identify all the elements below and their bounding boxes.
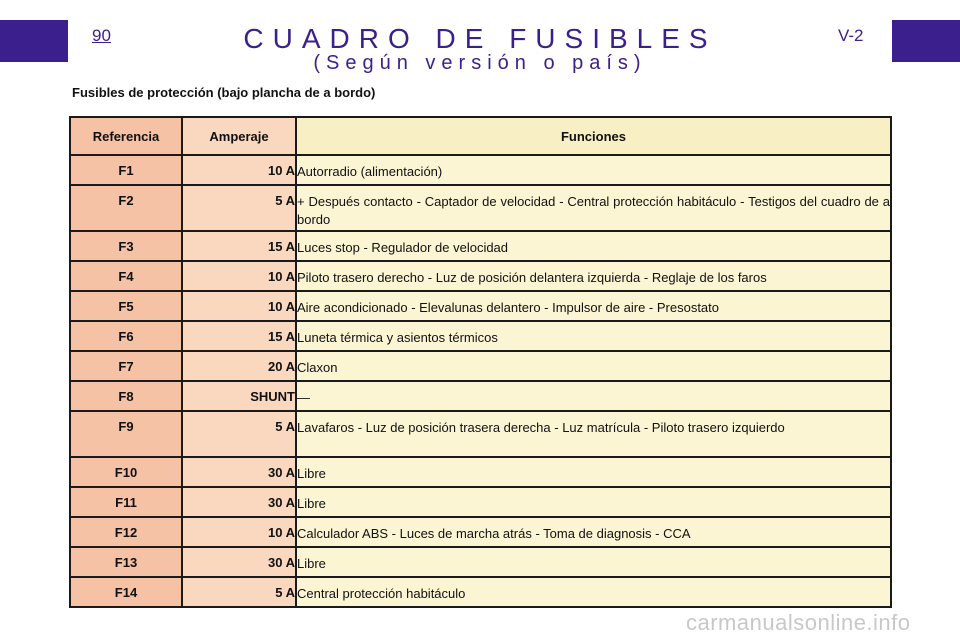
page-title: CUADRO DE FUSIBLES xyxy=(243,23,717,54)
cell-amperage: 15 A xyxy=(182,231,296,261)
table-row xyxy=(70,547,891,577)
cell-amperage: 5 A xyxy=(182,185,296,231)
cell-functions: Central protección habitáculo xyxy=(296,577,891,607)
cell-functions: Calculador ABS - Luces de marcha atrás - Toma de diagnosis - CCA xyxy=(296,517,891,547)
table-row xyxy=(70,351,891,381)
table-row xyxy=(70,381,891,411)
cell-amperage: 15 A xyxy=(182,321,296,351)
cell-amperage: 10 A xyxy=(182,291,296,321)
cell-reference: F10 xyxy=(70,457,182,487)
cell-functions: Luces stop - Regulador de velocidad xyxy=(296,231,891,261)
cell-functions: Claxon xyxy=(296,351,891,381)
table-row xyxy=(70,577,891,607)
table-row xyxy=(70,517,891,547)
cell-amperage: 20 A xyxy=(182,351,296,381)
cell-amperage: 10 A xyxy=(182,155,296,185)
watermark: carmanualsonline.info xyxy=(686,610,911,635)
header-funciones: Funciones xyxy=(296,117,891,155)
header-referencia: Referencia xyxy=(70,117,182,155)
table-row xyxy=(70,457,891,487)
table-row xyxy=(70,261,891,291)
cell-reference: F4 xyxy=(70,261,182,291)
cell-reference: F1 xyxy=(70,155,182,185)
cell-amperage: 30 A xyxy=(182,547,296,577)
cell-functions: Libre xyxy=(296,487,891,517)
page-subtitle: (Según versión o país) xyxy=(313,52,647,74)
cell-amperage: SHUNT xyxy=(182,381,296,411)
table-row xyxy=(70,155,891,185)
cell-reference: F9 xyxy=(70,411,182,457)
cell-amperage: 30 A xyxy=(182,487,296,517)
cell-functions: + Después contacto - Captador de velocidad - Central protección habitáculo - Testigos del cuadro de a bordo xyxy=(296,185,891,231)
table-row xyxy=(70,487,891,517)
cell-functions: Autorradio (alimentación) xyxy=(296,155,891,185)
cell-reference: F2 xyxy=(70,185,182,231)
cell-functions: Piloto trasero derecho - Luz de posición delantera izquierda - Reglaje de los faros xyxy=(296,261,891,291)
cell-functions: — xyxy=(296,381,891,411)
cell-amperage: 5 A xyxy=(182,411,296,457)
table-caption: Fusibles de protección (bajo plancha de a bordo) xyxy=(72,85,376,100)
header-amperaje: Amperaje xyxy=(182,117,296,155)
table-row xyxy=(70,321,891,351)
cell-reference: F8 xyxy=(70,381,182,411)
cell-reference: F11 xyxy=(70,487,182,517)
table-row xyxy=(70,185,891,231)
cell-reference: F7 xyxy=(70,351,182,381)
cell-amperage: 30 A xyxy=(182,457,296,487)
cell-amperage: 10 A xyxy=(182,517,296,547)
section-label: V-2 xyxy=(838,26,864,45)
cell-functions: Lavafaros - Luz de posición trasera derecha - Luz matrícula - Piloto trasero izquierdo xyxy=(296,411,891,457)
table-row xyxy=(70,231,891,261)
fuse-table xyxy=(69,116,892,608)
cell-functions: Libre xyxy=(296,457,891,487)
table-row xyxy=(70,291,891,321)
cell-functions: Aire acondicionado - Elevalunas delantero - Impulsor de aire - Presostato xyxy=(296,291,891,321)
cell-reference: F3 xyxy=(70,231,182,261)
cell-reference: F13 xyxy=(70,547,182,577)
cell-reference: F5 xyxy=(70,291,182,321)
page-number[interactable]: 90 xyxy=(92,26,111,45)
cell-reference: F14 xyxy=(70,577,182,607)
cell-functions: Libre xyxy=(296,547,891,577)
cell-amperage: 10 A xyxy=(182,261,296,291)
cell-reference: F12 xyxy=(70,517,182,547)
table-row xyxy=(70,411,891,457)
cell-reference: F6 xyxy=(70,321,182,351)
table-header-row xyxy=(70,117,891,155)
cell-functions: Luneta térmica y asientos térmicos xyxy=(296,321,891,351)
cell-amperage: 5 A xyxy=(182,577,296,607)
